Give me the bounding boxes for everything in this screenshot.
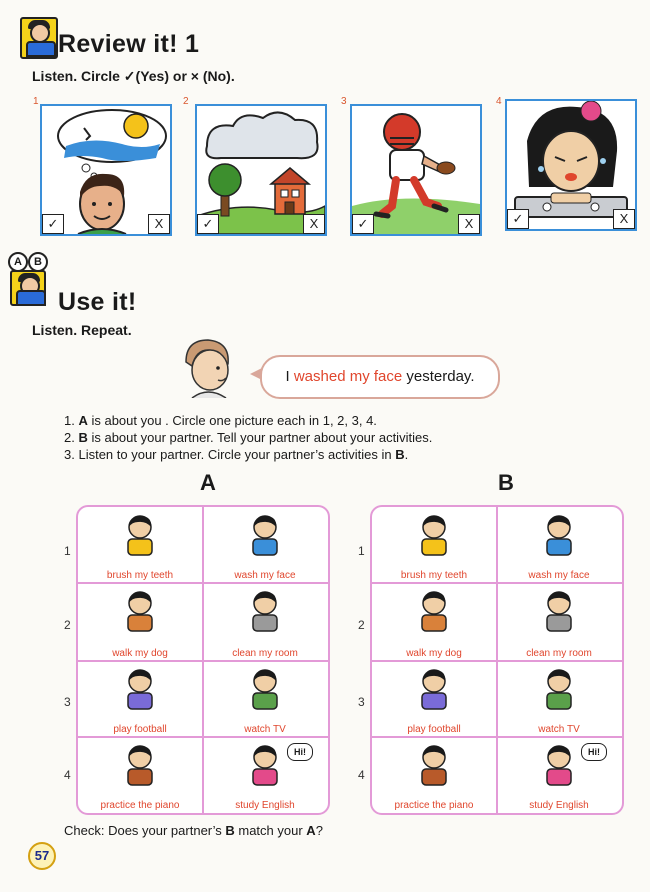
activity-label: brush my teeth bbox=[106, 570, 174, 581]
review-instruction: Listen. Circle ✓(Yes) or × (No). bbox=[32, 68, 235, 84]
activity-label: practice the piano bbox=[394, 800, 474, 811]
clean-room-icon bbox=[539, 589, 579, 633]
activity-label: practice the piano bbox=[100, 800, 180, 811]
check-box-1[interactable]: ✓ bbox=[42, 214, 64, 234]
speech-pre: I bbox=[285, 368, 294, 385]
activity-label: walk my dog bbox=[112, 648, 168, 659]
activity-cell-b-3-1[interactable] bbox=[372, 661, 496, 737]
piano-icon bbox=[120, 743, 160, 787]
activity-label: watch TV bbox=[244, 724, 286, 735]
cross-box-3[interactable]: X bbox=[458, 214, 480, 234]
row-number-b-4: 4 bbox=[358, 768, 365, 782]
row-number-b-1: 1 bbox=[358, 544, 365, 558]
activity-label: watch TV bbox=[538, 724, 580, 735]
football-icon bbox=[414, 667, 454, 711]
grid-column-divider bbox=[496, 507, 498, 813]
activity-cell-b-1-1[interactable] bbox=[372, 507, 496, 583]
activity-cell-a-4-2[interactable] bbox=[203, 737, 327, 813]
activity-cell-a-2-2[interactable] bbox=[203, 583, 327, 661]
step-1-number: 1. bbox=[64, 413, 75, 428]
boy-speaker-illustration bbox=[178, 336, 238, 398]
review-title: Review it! 1 bbox=[58, 30, 200, 58]
step-3-end: . bbox=[404, 447, 409, 462]
step-1 bbox=[64, 412, 534, 429]
dog-icon bbox=[120, 589, 160, 633]
step-2-bold: B bbox=[78, 430, 88, 445]
cross-box-4[interactable]: X bbox=[613, 209, 635, 229]
check-pre: Check: Does your partner’s bbox=[64, 823, 226, 838]
check-box-4[interactable]: ✓ bbox=[507, 209, 529, 229]
wash-face-icon bbox=[539, 513, 579, 557]
check-box-2[interactable]: ✓ bbox=[197, 214, 219, 234]
activity-label: walk my dog bbox=[406, 648, 462, 659]
row-number-a-2: 2 bbox=[64, 618, 71, 632]
row-number-b-2: 2 bbox=[358, 618, 365, 632]
grid-label-a: A bbox=[200, 470, 216, 495]
review-section-icon bbox=[20, 17, 58, 59]
step-2 bbox=[64, 429, 534, 446]
step-3-text: Listen to your partner. Circle your partner’s activities in bbox=[78, 447, 396, 462]
step-2-number: 2. bbox=[64, 430, 75, 445]
row-number-a-1: 1 bbox=[64, 544, 71, 558]
step-list bbox=[64, 412, 534, 463]
step-1-bold: A bbox=[78, 413, 88, 428]
step-1-text: is about you . Circle one picture each in 1, 2, 3, 4. bbox=[87, 413, 377, 428]
review-picture-4 bbox=[505, 99, 637, 231]
activity-cell-b-4-2[interactable] bbox=[497, 737, 621, 813]
page-number: 57 bbox=[28, 842, 56, 870]
book-icon bbox=[539, 743, 579, 787]
row-number-b-3: 3 bbox=[358, 695, 365, 709]
activity-grid-a bbox=[76, 505, 330, 815]
review-picture-2 bbox=[195, 104, 327, 236]
activity-label: play football bbox=[113, 724, 167, 735]
tv-icon bbox=[245, 667, 285, 711]
picture-number-3: 3 bbox=[341, 96, 347, 107]
hi-speech-bubble: Hi! bbox=[287, 743, 313, 761]
clean-room-icon bbox=[245, 589, 285, 633]
activity-label: wash my face bbox=[528, 570, 590, 581]
toothbrush-icon bbox=[414, 513, 454, 557]
cross-box-2[interactable]: X bbox=[303, 214, 325, 234]
picture-number-4: 4 bbox=[496, 96, 502, 107]
activity-cell-b-3-2[interactable] bbox=[497, 661, 621, 737]
book-icon bbox=[245, 743, 285, 787]
speech-post: yesterday. bbox=[402, 368, 475, 385]
use-title: Use it! bbox=[58, 288, 137, 316]
activity-grid-b bbox=[370, 505, 624, 815]
use-section-icon bbox=[10, 270, 46, 306]
activity-cell-b-2-1[interactable] bbox=[372, 583, 496, 661]
activity-cell-a-3-2[interactable] bbox=[203, 661, 327, 737]
review-picture-1 bbox=[40, 104, 172, 236]
row-number-a-3: 3 bbox=[64, 695, 71, 709]
grid-column-divider bbox=[202, 507, 204, 813]
activity-cell-a-1-2[interactable] bbox=[203, 507, 327, 583]
activity-label: study English bbox=[235, 800, 295, 811]
step-2-text: is about your partner. Tell your partner about your activities. bbox=[87, 430, 433, 445]
activity-cell-b-2-2[interactable] bbox=[497, 583, 621, 661]
piano-icon bbox=[414, 743, 454, 787]
check-b: B bbox=[225, 823, 235, 838]
activity-cell-b-1-2[interactable] bbox=[497, 507, 621, 583]
step-3 bbox=[64, 446, 534, 463]
activity-cell-a-4-1[interactable] bbox=[78, 737, 202, 813]
speech-bubble bbox=[260, 355, 500, 399]
grid-label-b: B bbox=[498, 470, 514, 495]
check-question bbox=[64, 823, 323, 838]
activity-cell-b-4-1[interactable] bbox=[372, 737, 496, 813]
toothbrush-icon bbox=[120, 513, 160, 557]
cross-box-1[interactable]: X bbox=[148, 214, 170, 234]
picture-number-1: 1 bbox=[33, 96, 39, 107]
row-number-a-4: 4 bbox=[64, 768, 71, 782]
activity-cell-a-1-1[interactable] bbox=[78, 507, 202, 583]
activity-label: play football bbox=[407, 724, 461, 735]
tv-icon bbox=[539, 667, 579, 711]
badge-a-circle: A bbox=[8, 252, 28, 272]
activity-label: study English bbox=[529, 800, 589, 811]
check-a: A bbox=[306, 823, 316, 838]
badge-b-circle: B bbox=[28, 252, 48, 272]
activity-label: wash my face bbox=[234, 570, 296, 581]
speech-bubble-tail bbox=[250, 368, 262, 380]
activity-label: clean my room bbox=[526, 648, 592, 659]
ab-badge bbox=[8, 252, 48, 304]
picture-number-2: 2 bbox=[183, 96, 189, 107]
hi-speech-bubble: Hi! bbox=[581, 743, 607, 761]
activity-label: clean my room bbox=[232, 648, 298, 659]
review-picture-3 bbox=[350, 104, 482, 236]
dog-icon bbox=[414, 589, 454, 633]
wash-face-icon bbox=[245, 513, 285, 557]
check-end: ? bbox=[315, 823, 323, 838]
check-mid: match your bbox=[234, 823, 307, 838]
activity-cell-a-2-1[interactable] bbox=[78, 583, 202, 661]
step-3-bold: B bbox=[395, 447, 405, 462]
step-3-number: 3. bbox=[64, 447, 75, 462]
use-instruction: Listen. Repeat. bbox=[32, 322, 132, 338]
activity-cell-a-3-1[interactable] bbox=[78, 661, 202, 737]
activity-label: brush my teeth bbox=[400, 570, 468, 581]
check-box-3[interactable]: ✓ bbox=[352, 214, 374, 234]
football-icon bbox=[120, 667, 160, 711]
speech-highlight: washed my face bbox=[293, 368, 403, 385]
